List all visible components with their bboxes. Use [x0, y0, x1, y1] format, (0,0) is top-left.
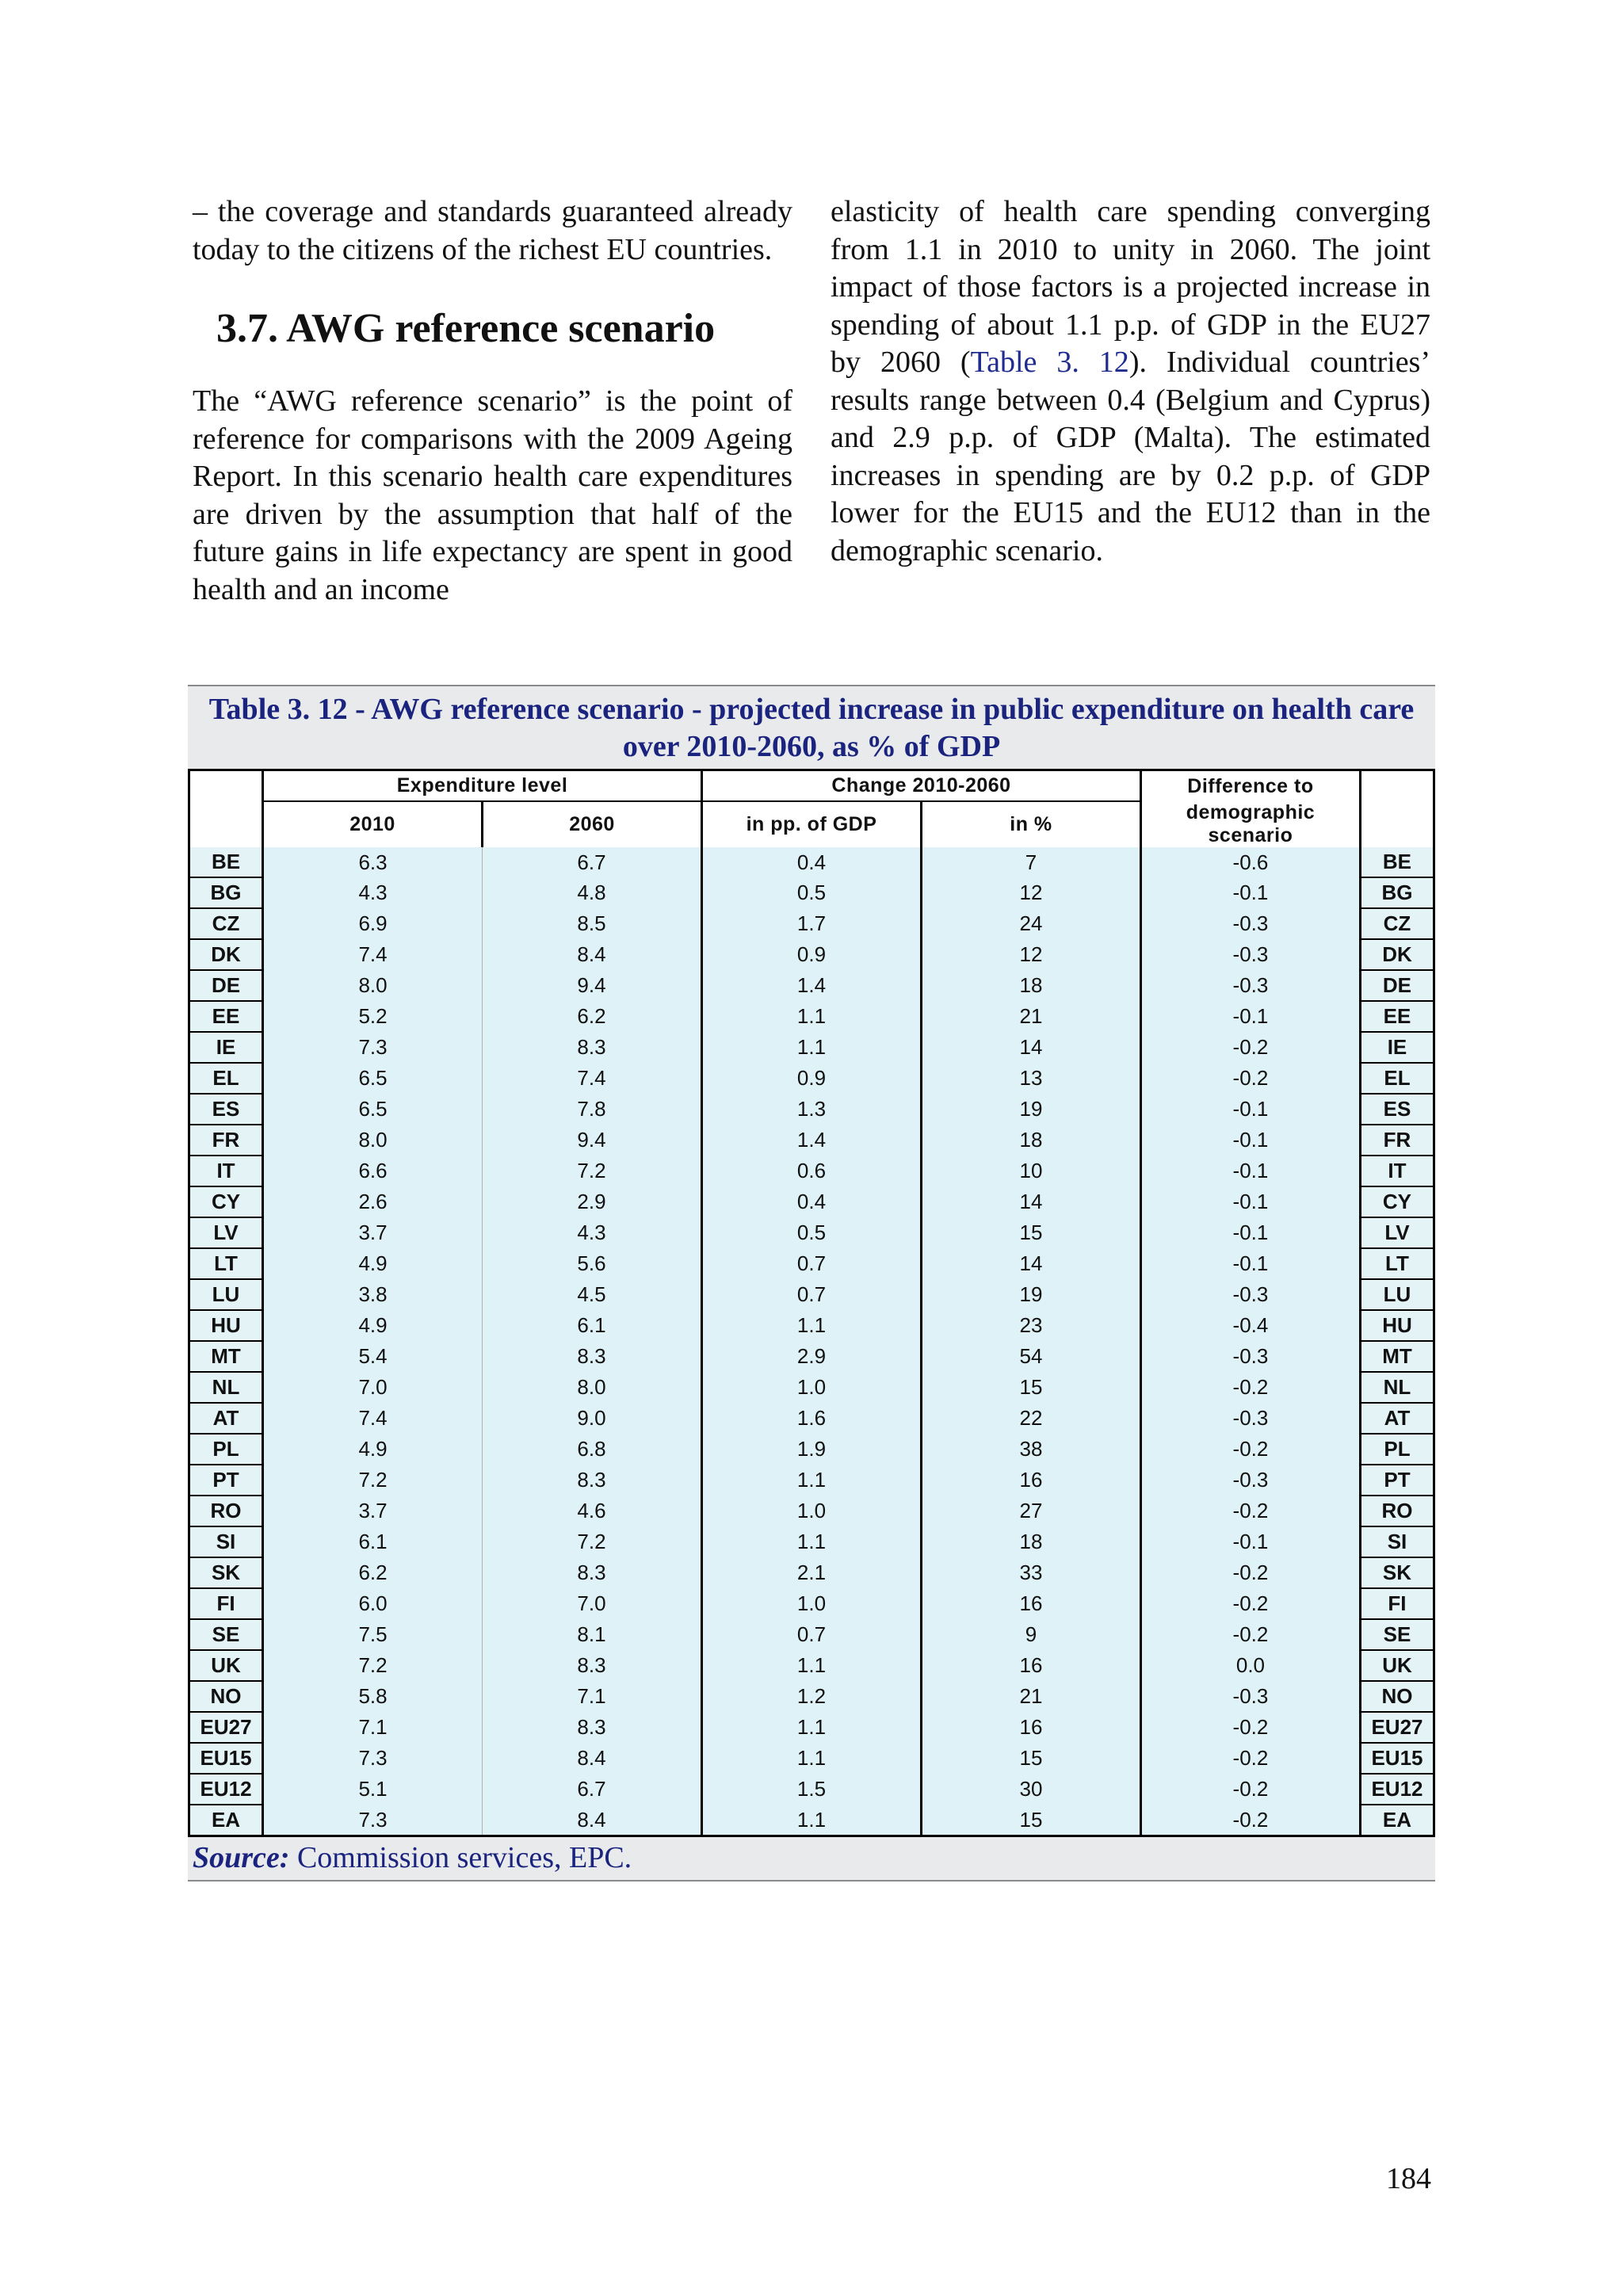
header-change: Change 2010-2060 [702, 770, 1141, 802]
value-2060: 4.6 [483, 1496, 702, 1526]
header-row-sub [189, 801, 1434, 847]
value-2010: 8.0 [263, 1125, 483, 1156]
table-row [189, 1063, 1434, 1094]
table-row [189, 1217, 1434, 1248]
country-code: UK [189, 1650, 263, 1681]
country-code-right: UK [1360, 1650, 1434, 1681]
change-pp: 1.2 [702, 1681, 922, 1712]
value-2010: 5.2 [263, 1001, 483, 1032]
change-pp: 0.9 [702, 1063, 922, 1094]
table-row [189, 1805, 1434, 1836]
value-2010: 3.7 [263, 1217, 483, 1248]
country-code-right: EE [1360, 1001, 1434, 1032]
difference-demographic: -0.2 [1140, 1557, 1360, 1588]
change-pp: 1.6 [702, 1403, 922, 1434]
change-pp: 2.1 [702, 1557, 922, 1588]
value-2060: 8.3 [483, 1712, 702, 1743]
country-code: LT [189, 1248, 263, 1279]
change-pp: 1.1 [702, 1650, 922, 1681]
left-paragraph-1: – the coverage and standards guaranteed already today to the citizens of the richest EU countries. [193, 195, 792, 266]
value-2010: 7.3 [263, 1805, 483, 1836]
country-code: PT [189, 1465, 263, 1496]
value-2060: 8.3 [483, 1650, 702, 1681]
difference-demographic: -0.2 [1140, 1496, 1360, 1526]
value-2010: 5.1 [263, 1774, 483, 1805]
header-difference-line1: Difference to [1140, 770, 1360, 802]
country-code-right: AT [1360, 1403, 1434, 1434]
country-code-right: BG [1360, 877, 1434, 908]
country-code: CY [189, 1186, 263, 1217]
country-code: EA [189, 1805, 263, 1836]
value-2060: 7.0 [483, 1588, 702, 1619]
change-pct: 16 [921, 1588, 1140, 1619]
country-code: EL [189, 1063, 263, 1094]
change-pct: 21 [921, 1001, 1140, 1032]
table-row [189, 1650, 1434, 1681]
header-blank-left [189, 770, 263, 848]
difference-demographic: -0.1 [1140, 1156, 1360, 1186]
value-2060: 6.1 [483, 1310, 702, 1341]
country-code: SI [189, 1526, 263, 1557]
value-2060: 8.1 [483, 1619, 702, 1650]
change-pct: 14 [921, 1186, 1140, 1217]
change-pp: 1.4 [702, 1125, 922, 1156]
change-pct: 24 [921, 908, 1140, 939]
change-pp: 0.5 [702, 877, 922, 908]
change-pp: 1.3 [702, 1094, 922, 1125]
difference-demographic: -0.2 [1140, 1372, 1360, 1403]
left-paragraph-2: The “AWG reference scenario” is the point of reference for comparisons with the 2009 Ageing Report. In this scenario health care expenditures are driven by the assumption that half of the future gains in life expectancy are spent in good health and an income [193, 384, 792, 606]
header-2060: 2060 [483, 801, 702, 847]
value-2010: 3.7 [263, 1496, 483, 1526]
table-reference-link[interactable]: Table 3. 12 [970, 346, 1129, 379]
country-code: NO [189, 1681, 263, 1712]
change-pct: 19 [921, 1094, 1140, 1125]
country-code: SK [189, 1557, 263, 1588]
difference-demographic: -0.3 [1140, 1341, 1360, 1372]
change-pp: 1.1 [702, 1712, 922, 1743]
change-pct: 16 [921, 1650, 1140, 1681]
difference-demographic: -0.1 [1140, 1248, 1360, 1279]
value-2010: 6.5 [263, 1063, 483, 1094]
difference-demographic: -0.3 [1140, 1681, 1360, 1712]
value-2010: 5.8 [263, 1681, 483, 1712]
change-pp: 1.1 [702, 1032, 922, 1063]
country-code: DK [189, 939, 263, 970]
value-2060: 6.7 [483, 847, 702, 877]
difference-demographic: -0.3 [1140, 1403, 1360, 1434]
source-text: Commission services, EPC. [289, 1841, 632, 1874]
value-2060: 8.4 [483, 1805, 702, 1836]
value-2060: 4.8 [483, 877, 702, 908]
country-code-right: EL [1360, 1063, 1434, 1094]
difference-demographic: -0.1 [1140, 1526, 1360, 1557]
change-pct: 22 [921, 1403, 1140, 1434]
change-pp: 0.5 [702, 1217, 922, 1248]
country-code-right: FR [1360, 1125, 1434, 1156]
value-2010: 6.0 [263, 1588, 483, 1619]
country-code-right: IE [1360, 1032, 1434, 1063]
header-row-groups [189, 770, 1434, 802]
value-2060: 4.5 [483, 1279, 702, 1310]
table-row [189, 1774, 1434, 1805]
country-code-right: EA [1360, 1805, 1434, 1836]
table-row [189, 939, 1434, 970]
change-pp: 0.7 [702, 1619, 922, 1650]
header-expenditure-level: Expenditure level [263, 770, 702, 802]
country-code: LV [189, 1217, 263, 1248]
difference-demographic: -0.2 [1140, 1588, 1360, 1619]
country-code: EU12 [189, 1774, 263, 1805]
value-2010: 3.8 [263, 1279, 483, 1310]
table-row [189, 1681, 1434, 1712]
table-row [189, 1526, 1434, 1557]
country-code-right: CZ [1360, 908, 1434, 939]
change-pp: 1.9 [702, 1434, 922, 1465]
value-2010: 2.6 [263, 1186, 483, 1217]
country-code-right: PL [1360, 1434, 1434, 1465]
change-pp: 0.7 [702, 1248, 922, 1279]
table-row [189, 1156, 1434, 1186]
value-2010: 5.4 [263, 1341, 483, 1372]
country-code-right: HU [1360, 1310, 1434, 1341]
country-code-right: SK [1360, 1557, 1434, 1588]
value-2060: 9.4 [483, 970, 702, 1001]
country-code-right: DE [1360, 970, 1434, 1001]
change-pct: 33 [921, 1557, 1140, 1588]
change-pp: 1.0 [702, 1372, 922, 1403]
difference-demographic: -0.3 [1140, 1465, 1360, 1496]
table-row [189, 1279, 1434, 1310]
difference-demographic: -0.2 [1140, 1774, 1360, 1805]
country-code: LU [189, 1279, 263, 1310]
difference-demographic: -0.2 [1140, 1743, 1360, 1774]
table-row [189, 1496, 1434, 1526]
right-column [831, 193, 1430, 570]
change-pct: 18 [921, 1125, 1140, 1156]
value-2010: 6.1 [263, 1526, 483, 1557]
country-code: RO [189, 1496, 263, 1526]
change-pct: 13 [921, 1063, 1140, 1094]
value-2010: 6.9 [263, 908, 483, 939]
difference-demographic: 0.0 [1140, 1650, 1360, 1681]
change-pp: 1.1 [702, 1310, 922, 1341]
difference-demographic: -0.2 [1140, 1434, 1360, 1465]
table-title-box [188, 685, 1435, 769]
difference-demographic: -0.3 [1140, 939, 1360, 970]
change-pp: 1.7 [702, 908, 922, 939]
country-code-right: FI [1360, 1588, 1434, 1619]
table-block [188, 685, 1435, 1881]
value-2060: 8.3 [483, 1465, 702, 1496]
difference-demographic: -0.1 [1140, 1094, 1360, 1125]
value-2060: 8.0 [483, 1372, 702, 1403]
left-column [193, 193, 792, 609]
country-code-right: IT [1360, 1156, 1434, 1186]
value-2060: 7.2 [483, 1526, 702, 1557]
change-pp: 1.5 [702, 1774, 922, 1805]
change-pct: 14 [921, 1248, 1140, 1279]
country-code-right: SI [1360, 1526, 1434, 1557]
value-2010: 7.4 [263, 939, 483, 970]
value-2010: 7.2 [263, 1465, 483, 1496]
value-2060: 8.5 [483, 908, 702, 939]
value-2010: 7.5 [263, 1619, 483, 1650]
value-2060: 6.2 [483, 1001, 702, 1032]
change-pct: 19 [921, 1279, 1140, 1310]
country-code: BE [189, 847, 263, 877]
value-2060: 4.3 [483, 1217, 702, 1248]
difference-demographic: -0.2 [1140, 1032, 1360, 1063]
value-2060: 5.6 [483, 1248, 702, 1279]
change-pct: 18 [921, 970, 1140, 1001]
value-2010: 4.9 [263, 1310, 483, 1341]
country-code-right: MT [1360, 1341, 1434, 1372]
value-2060: 9.0 [483, 1403, 702, 1434]
change-pp: 1.1 [702, 1805, 922, 1836]
change-pct: 23 [921, 1310, 1140, 1341]
table-row [189, 908, 1434, 939]
value-2060: 8.4 [483, 939, 702, 970]
difference-demographic: -0.1 [1140, 877, 1360, 908]
change-pp: 0.6 [702, 1156, 922, 1186]
header-2010: 2010 [263, 801, 483, 847]
table-row [189, 1310, 1434, 1341]
source-label: Source: [193, 1841, 290, 1874]
value-2010: 4.9 [263, 1248, 483, 1279]
table-row [189, 1588, 1434, 1619]
change-pct: 12 [921, 939, 1140, 970]
change-pct: 54 [921, 1341, 1140, 1372]
change-pp: 1.0 [702, 1496, 922, 1526]
difference-demographic: -0.2 [1140, 1619, 1360, 1650]
value-2060: 2.9 [483, 1186, 702, 1217]
value-2010: 6.5 [263, 1094, 483, 1125]
change-pct: 38 [921, 1434, 1140, 1465]
country-code-right: NL [1360, 1372, 1434, 1403]
value-2010: 7.3 [263, 1743, 483, 1774]
change-pct: 15 [921, 1743, 1140, 1774]
country-code: HU [189, 1310, 263, 1341]
country-code-right: LT [1360, 1248, 1434, 1279]
header-pct: in % [921, 801, 1140, 847]
country-code-right: ES [1360, 1094, 1434, 1125]
country-code-right: PT [1360, 1465, 1434, 1496]
country-code-right: SE [1360, 1619, 1434, 1650]
value-2010: 7.2 [263, 1650, 483, 1681]
country-code: NL [189, 1372, 263, 1403]
table-row [189, 1434, 1434, 1465]
table-row [189, 1125, 1434, 1156]
value-2060: 7.8 [483, 1094, 702, 1125]
value-2010: 4.9 [263, 1434, 483, 1465]
value-2010: 6.2 [263, 1557, 483, 1588]
change-pp: 0.4 [702, 847, 922, 877]
country-code: ES [189, 1094, 263, 1125]
value-2060: 8.3 [483, 1341, 702, 1372]
difference-demographic: -0.1 [1140, 1186, 1360, 1217]
right-text-a: elasticity of health care spending converging from 1.1 in 2010 to unity in 2060. The joint impact of those factors is a projected increase in spending of about 1.1 p.p. of GDP in the EU27 by 2060 ( [831, 195, 1430, 379]
section-heading: 3.7. AWG reference scenario [216, 306, 716, 351]
value-2010: 4.3 [263, 877, 483, 908]
value-2060: 6.7 [483, 1774, 702, 1805]
country-code: EU27 [189, 1712, 263, 1743]
change-pct: 16 [921, 1465, 1140, 1496]
country-code: IE [189, 1032, 263, 1063]
change-pct: 18 [921, 1526, 1140, 1557]
change-pp: 1.1 [702, 1743, 922, 1774]
country-code-right: DK [1360, 939, 1434, 970]
change-pp: 0.4 [702, 1186, 922, 1217]
table-row [189, 877, 1434, 908]
change-pct: 30 [921, 1774, 1140, 1805]
value-2010: 7.4 [263, 1403, 483, 1434]
country-code-right: LU [1360, 1279, 1434, 1310]
value-2010: 6.3 [263, 847, 483, 877]
change-pp: 2.9 [702, 1341, 922, 1372]
country-code: FI [189, 1588, 263, 1619]
table-row [189, 970, 1434, 1001]
country-code: FR [189, 1125, 263, 1156]
table-row [189, 1248, 1434, 1279]
change-pct: 15 [921, 1372, 1140, 1403]
value-2060: 7.1 [483, 1681, 702, 1712]
country-code: MT [189, 1341, 263, 1372]
change-pp: 1.1 [702, 1001, 922, 1032]
header-difference-line2: demographic scenario [1140, 801, 1360, 847]
difference-demographic: -0.3 [1140, 970, 1360, 1001]
country-code: DE [189, 970, 263, 1001]
country-code-right: BE [1360, 847, 1434, 877]
difference-demographic: -0.3 [1140, 1279, 1360, 1310]
difference-demographic: -0.1 [1140, 1001, 1360, 1032]
source-note [188, 1837, 1435, 1881]
table-row [189, 1743, 1434, 1774]
change-pp: 0.7 [702, 1279, 922, 1310]
country-code-right: EU12 [1360, 1774, 1434, 1805]
difference-demographic: -0.2 [1140, 1063, 1360, 1094]
value-2060: 9.4 [483, 1125, 702, 1156]
country-code-right: NO [1360, 1681, 1434, 1712]
country-code: IT [189, 1156, 263, 1186]
change-pct: 7 [921, 847, 1140, 877]
country-code-right: RO [1360, 1496, 1434, 1526]
table-row [189, 1094, 1434, 1125]
table-row [189, 1186, 1434, 1217]
table-row [189, 1001, 1434, 1032]
page-number: 184 [1386, 2162, 1431, 2195]
table-row [189, 1619, 1434, 1650]
value-2060: 6.8 [483, 1434, 702, 1465]
right-text-b: ). Individual countries’ results range between 0.4 (Belgium and Cyprus) and 2.9 p.p. of GDP (Malta). The estimated increases in spending are by 0.2 p.p. of GDP lower for the EU15 and the EU12 than in the demographic scenario. [831, 346, 1431, 567]
header-pp-gdp: in pp. of GDP [702, 801, 922, 847]
change-pct: 15 [921, 1805, 1140, 1836]
country-code-right: EU15 [1360, 1743, 1434, 1774]
table-title: Table 3. 12 - AWG reference scenario - projected increase in public expenditure on health care over 2010-2060, as % of GDP [208, 693, 1415, 763]
country-code: AT [189, 1403, 263, 1434]
difference-demographic: -0.3 [1140, 908, 1360, 939]
value-2060: 8.3 [483, 1557, 702, 1588]
value-2010: 7.1 [263, 1712, 483, 1743]
change-pct: 10 [921, 1156, 1140, 1186]
change-pp: 1.4 [702, 970, 922, 1001]
change-pct: 12 [921, 877, 1140, 908]
country-code: EU15 [189, 1743, 263, 1774]
change-pp: 1.1 [702, 1526, 922, 1557]
value-2060: 7.4 [483, 1063, 702, 1094]
country-code: EE [189, 1001, 263, 1032]
change-pct: 9 [921, 1619, 1140, 1650]
country-code-right: LV [1360, 1217, 1434, 1248]
table-body [189, 847, 1434, 1836]
value-2010: 7.3 [263, 1032, 483, 1063]
difference-demographic: -0.2 [1140, 1805, 1360, 1836]
difference-demographic: -0.1 [1140, 1125, 1360, 1156]
table-row [189, 1712, 1434, 1743]
change-pct: 21 [921, 1681, 1140, 1712]
country-code: SE [189, 1619, 263, 1650]
right-paragraph [831, 193, 1430, 570]
difference-demographic: -0.6 [1140, 847, 1360, 877]
difference-demographic: -0.2 [1140, 1712, 1360, 1743]
table-row [189, 1372, 1434, 1403]
value-2060: 8.3 [483, 1032, 702, 1063]
table-row [189, 1403, 1434, 1434]
change-pp: 0.9 [702, 939, 922, 970]
change-pp: 1.0 [702, 1588, 922, 1619]
change-pct: 16 [921, 1712, 1140, 1743]
country-code: BG [189, 877, 263, 908]
difference-demographic: -0.1 [1140, 1217, 1360, 1248]
value-2060: 8.4 [483, 1743, 702, 1774]
change-pp: 1.1 [702, 1465, 922, 1496]
table-row [189, 1557, 1434, 1588]
country-code-right: CY [1360, 1186, 1434, 1217]
value-2060: 7.2 [483, 1156, 702, 1186]
data-table [188, 769, 1435, 1837]
table-row [189, 1341, 1434, 1372]
value-2010: 7.0 [263, 1372, 483, 1403]
change-pct: 27 [921, 1496, 1140, 1526]
table-row [189, 847, 1434, 877]
table-row [189, 1032, 1434, 1063]
difference-demographic: -0.4 [1140, 1310, 1360, 1341]
change-pct: 15 [921, 1217, 1140, 1248]
table-row [189, 1465, 1434, 1496]
country-code: PL [189, 1434, 263, 1465]
value-2010: 6.6 [263, 1156, 483, 1186]
header-blank-right [1360, 770, 1434, 848]
change-pct: 14 [921, 1032, 1140, 1063]
country-code: CZ [189, 908, 263, 939]
country-code-right: EU27 [1360, 1712, 1434, 1743]
value-2010: 8.0 [263, 970, 483, 1001]
